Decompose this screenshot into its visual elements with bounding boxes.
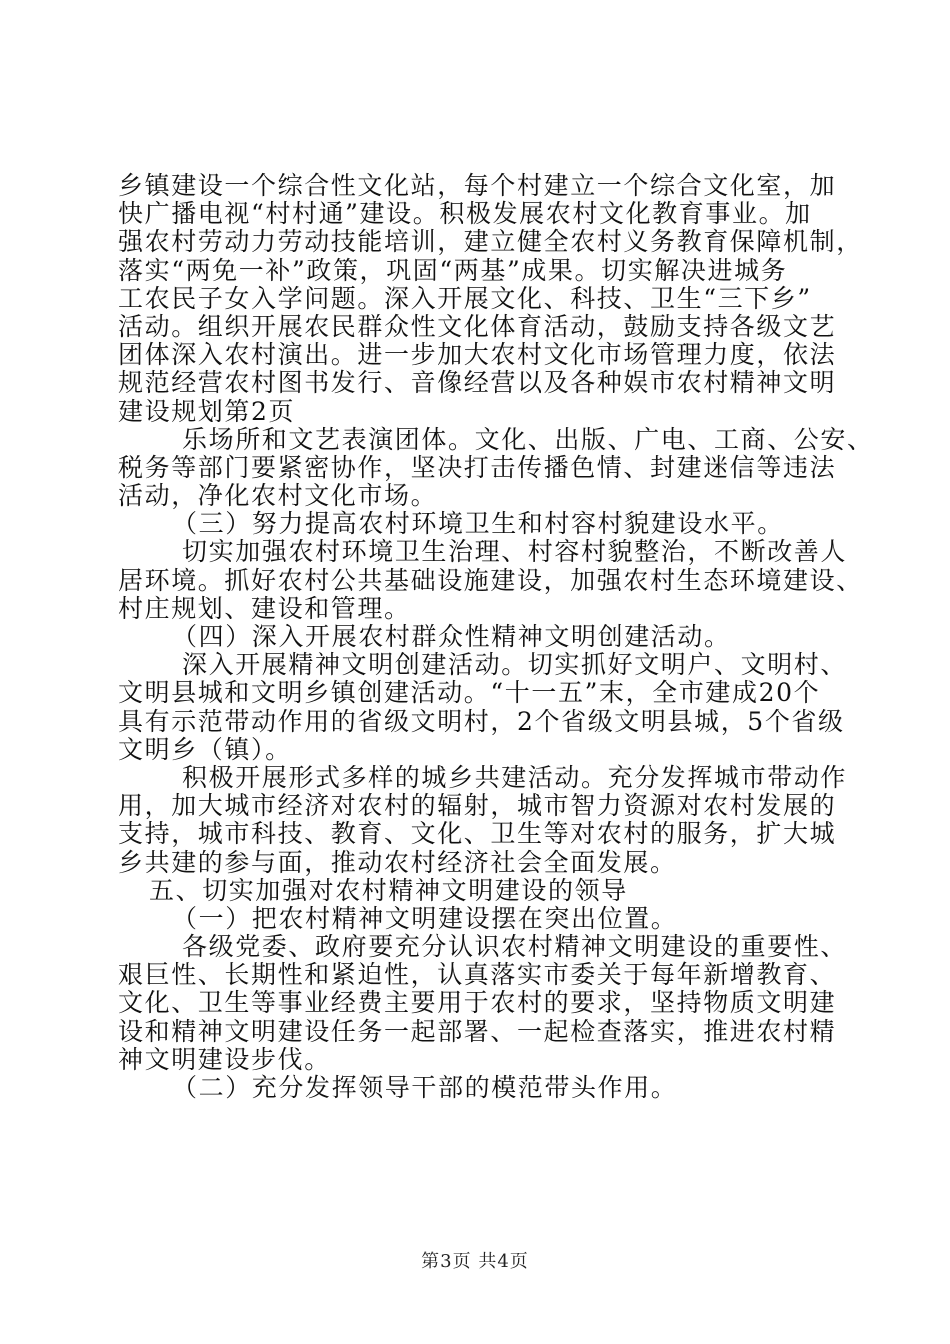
text-line: 村庄规划、建设和管理。: [118, 593, 411, 623]
text-line: 乡镇建设一个综合性文化站，每个村建立一个综合文化室，加: [118, 171, 837, 200]
text-line: 文化、卫生等事业经费主要用于农村的要求，坚持物质文明建: [118, 988, 837, 1018]
page-footer: 第3页 共4页: [421, 1251, 529, 1272]
text-line: 切实加强农村环境卫生治理、村容村貌整治，不断改善人: [182, 537, 848, 567]
text-line: 设和精神文明建设任务一起部署、一起检查落实，推进农村精: [118, 1016, 837, 1046]
section-heading: （一）把农村精神文明建设摆在突出位置。: [172, 903, 678, 933]
text-line: 乐场所和文艺表演团体。文化、出版、广电、工商、公安、: [182, 424, 874, 454]
text-line: 文明县城和文明乡镇创建活动。“十一五”末，全市建成20个: [118, 678, 821, 708]
text-line: 具有示范带动作用的省级文明村，2个省级文明县城，5个省级: [118, 706, 845, 736]
text-line: 落实“两免一补”政策，巩固“两基”成果。切实解决进城务: [118, 255, 788, 285]
text-line: 用，加大城市经济对农村的辐射，城市智力资源对农村发展的: [118, 791, 837, 821]
text-line: 活动，净化农村文化市场。: [118, 481, 438, 511]
section-heading: （三）努力提高农村环境卫生和村容村貌建设水平。: [172, 509, 784, 539]
text-line: 乡共建的参与面，推动农村经济社会全面发展。: [118, 847, 677, 877]
text-line: 活动。组织开展农民群众性文化体育活动，鼓励支持各级文艺: [118, 311, 837, 341]
text-line: 工农民子女入学问题。深入开展文化、科技、卫生“三下乡”: [118, 283, 812, 313]
chapter-heading: 五、切实加强对农村精神文明建设的领导: [149, 875, 628, 905]
text-line: 团体深入农村演出。进一步加大农村文化市场管理力度，依法: [118, 340, 837, 370]
text-line: 积极开展形式多样的城乡共建活动。充分发挥城市带动作: [182, 762, 848, 792]
text-line: 建设规划第2页: [118, 396, 296, 426]
text-line: 文明乡（镇）。: [118, 734, 292, 764]
text-line: 快广播电视“村村通”建设。积极发展农村文化教育事业。加: [118, 199, 812, 229]
text-line: 神文明建设步伐。: [118, 1044, 331, 1074]
text-line: 居环境。抓好农村公共基础设施建设，加强农村生态环境建设、: [118, 565, 863, 595]
text-line: 规范经营农村图书发行、音像经营以及各种娱市农村精神文明: [118, 368, 837, 398]
text-line: 艰巨性、长期性和紧迫性，认真落实市委关于每年新增教育、: [118, 960, 837, 990]
text-line: 税务等部门要紧密协作，坚决打击传播色情、封建迷信等违法: [118, 452, 837, 482]
text-line: 强农村劳动力劳动技能培训，建立健全农村义务教育保障机制，: [118, 227, 863, 257]
section-heading: （二）充分发挥领导干部的模范带头作用。: [172, 1073, 678, 1102]
document-body: [118, 171, 874, 1102]
section-heading: （四）深入开展农村群众性精神文明创建活动。: [172, 622, 731, 651]
text-line: 深入开展精神文明创建活动。切实抓好文明户、文明村、: [182, 650, 848, 680]
text-line: 支持，城市科技、教育、文化、卫生等对农村的服务，扩大城: [118, 819, 837, 849]
text-line: 各级党委、政府要充分认识农村精神文明建设的重要性、: [182, 932, 848, 962]
